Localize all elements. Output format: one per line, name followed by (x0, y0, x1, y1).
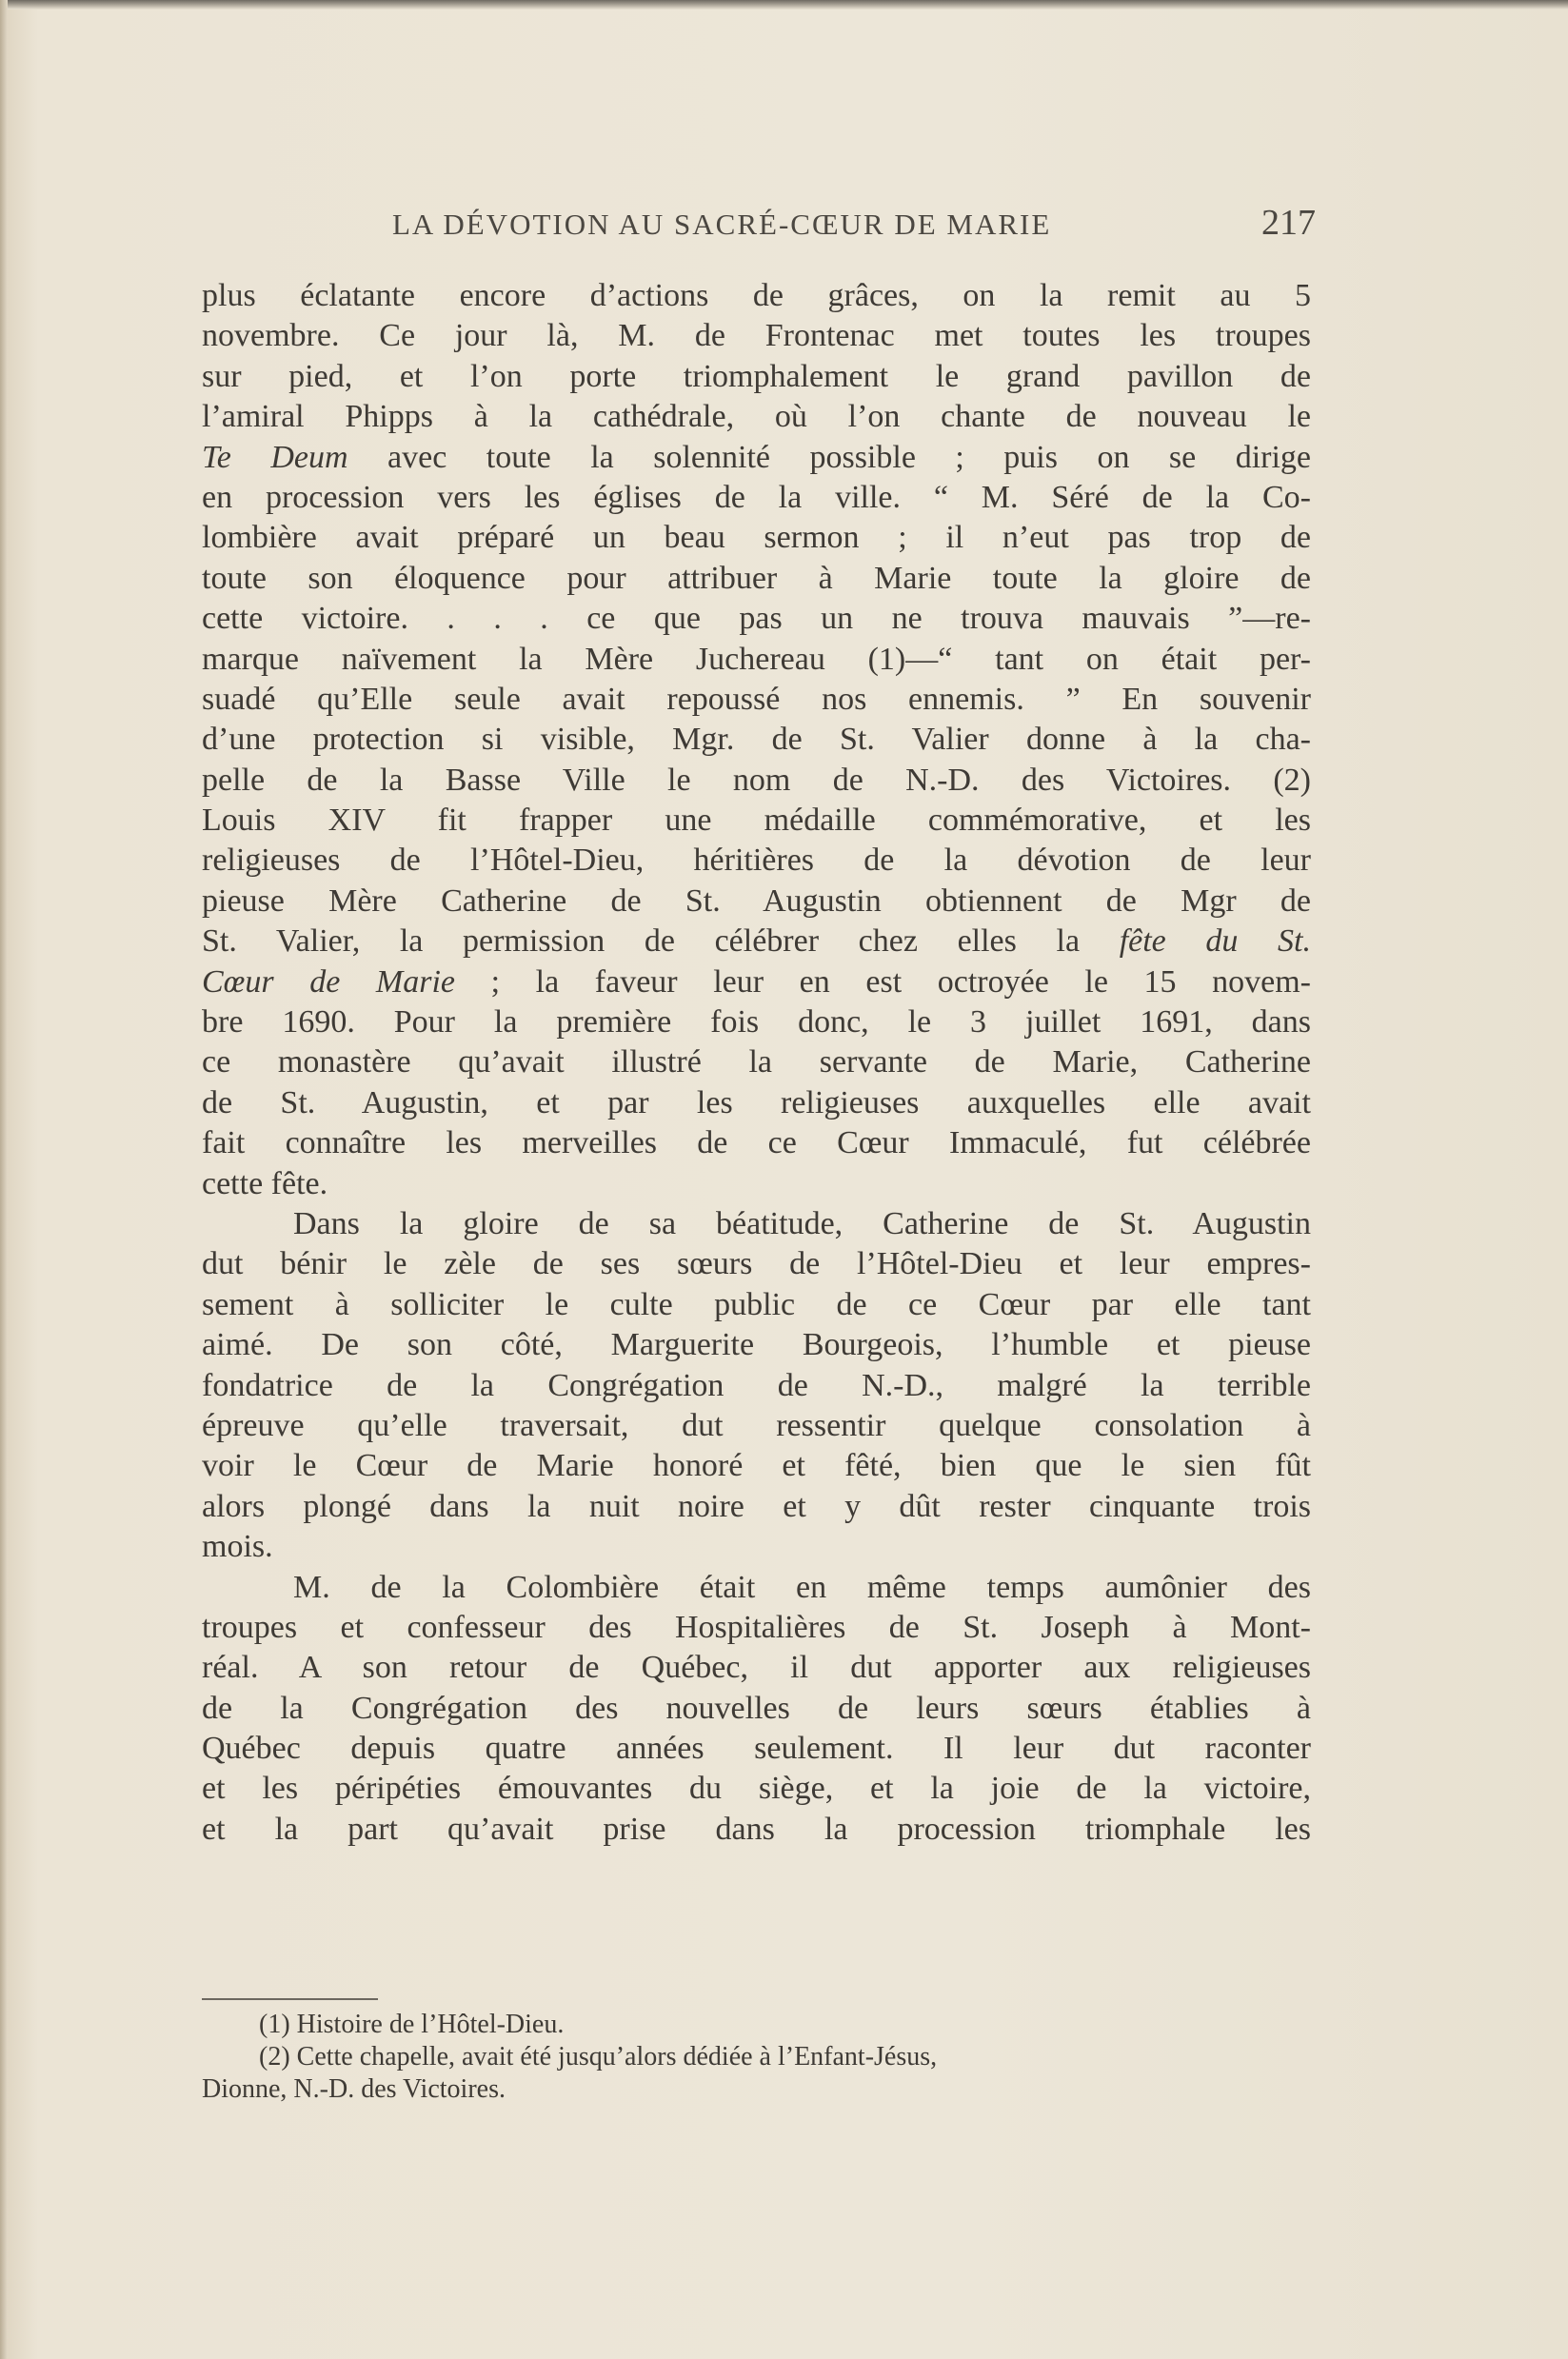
text-line: cette fête. (202, 1165, 328, 1201)
text-line: mois. (202, 1529, 273, 1565)
text-line (202, 962, 1311, 1002)
running-head: LA DÉVOTION AU SACRÉ-CŒUR DE MARIE (392, 208, 1052, 241)
italic-te-deum: Te Deum (202, 439, 348, 475)
text-fragment: ; la faveur leur en est octroyée le 15 novem- (454, 963, 1311, 1000)
text-line: troupes et confesseur des Hospitalières de St. Joseph à Mont- (202, 1609, 1311, 1645)
text-line: de la Congrégation des nouvelles de leurs sœurs établies à (202, 1690, 1311, 1726)
text-line: bre 1690. Pour la première fois donc, le 3 juillet 1691, dans (202, 1004, 1311, 1041)
text-line: Québec depuis quatre années seulement. Il leur dut raconter (202, 1731, 1311, 1767)
page-gutter-edge (0, 0, 8, 2359)
paragraph-start-line: Dans la gloire de sa béatitude, Catherine de St. Augustin (293, 1205, 1311, 1241)
text-line: pieuse Mère Catherine de St. Augustin obtiennent de Mgr de (202, 882, 1311, 919)
text-line: aimé. De son côté, Marguerite Bourgeois, l’humble et pieuse (202, 1327, 1311, 1363)
italic-coeur-de-marie: Cœur de Marie (202, 963, 455, 1000)
text-line: en procession vers les églises de la ville. “ M. Séré de la Co- (202, 479, 1311, 515)
text-line: marque naïvement la Mère Juchereau (1)—“ tant on était per- (202, 641, 1311, 677)
text-line: dut bénir le zèle de ses sœurs de l’Hôtel-Dieu et leur empres- (202, 1246, 1311, 1282)
text-line: toute son éloquence pour attribuer à Marie toute la gloire de (202, 560, 1311, 596)
footnote-rule (202, 1998, 378, 2000)
page-header (202, 202, 1316, 249)
text-line: de St. Augustin, et par les religieuses auxquelles elle avait (202, 1084, 1311, 1120)
text-line (202, 922, 1311, 961)
text-line: novembre. Ce jour là, M. de Frontenac met toutes les troupes (202, 318, 1311, 354)
text-line: alors plongé dans la nuit noire et y dût rester cinquante trois (202, 1488, 1311, 1524)
page-top-edge (0, 0, 1568, 10)
footnotes (202, 2009, 1316, 2106)
text-line: cette victoire. . . . ce que pas un ne trouva mauvais ”—re- (202, 601, 1311, 637)
footnote-2: (2) Cette chapelle, avait été jusqu’alors dédiée à l’Enfant-Jésus, (259, 2042, 938, 2072)
text-line: voir le Cœur de Marie honoré et fêté, bien que le sien fût (202, 1448, 1311, 1484)
page-number: 217 (1261, 203, 1316, 243)
text-line: Louis XIV fit frapper une médaille commémorative, et les (202, 803, 1311, 839)
text-line: et la part qu’avait prise dans la procession triomphale les (202, 1811, 1311, 1847)
italic-fete: fête du St. (1119, 923, 1311, 960)
text-line: sement à solliciter le culte public de ce Cœur par elle tant (202, 1286, 1311, 1322)
paragraph-start-line: M. de la Colombière était en même temps aumônier des (293, 1569, 1311, 1605)
text-line: d’une protection si visible, Mgr. de St. Valier donne à la cha- (202, 722, 1311, 758)
text-line: fondatrice de la Congrégation de N.-D., malgré la terrible (202, 1367, 1311, 1403)
footnote-2-continued: Dionne, N.-D. des Victoires. (202, 2074, 506, 2104)
text-line: réal. A son retour de Québec, il dut apporter aux religieuses (202, 1650, 1311, 1686)
text-line: plus éclatante encore d’actions de grâces, on la remit au 5 (202, 278, 1311, 313)
text-line: fait connaître les merveilles de ce Cœur Immaculé, fut célébrée (202, 1125, 1311, 1161)
text-line: ce monastère qu’avait illustré la servante de Marie, Catherine (202, 1044, 1311, 1080)
footnote-1: (1) Histoire de l’Hôtel-Dieu. (259, 2010, 565, 2039)
text-line: suadé qu’Elle seule avait repoussé nos ennemis. ” En souvenir (202, 681, 1311, 717)
text-line: religieuses de l’Hôtel-Dieu, héritières de la dévotion de leur (202, 842, 1311, 879)
text-line: et les péripéties émouvantes du siège, et la joie de la victoire, (202, 1771, 1311, 1807)
body-text (202, 276, 1311, 1850)
text-line: sur pied, et l’on porte triomphalement le grand pavillon de (202, 358, 1311, 394)
text-line: épreuve qu’elle traversait, dut ressentir quelque consolation à (202, 1407, 1311, 1443)
text-line: l’amiral Phipps à la cathédrale, où l’on chante de nouveau le (202, 399, 1311, 435)
text-line: pelle de la Basse Ville le nom de N.-D. des Victoires. (2) (202, 762, 1311, 798)
text-line (202, 438, 1311, 478)
text-fragment: St. Valier, la permission de célébrer chez elles la (202, 923, 1120, 960)
text-fragment: avec toute la solennité possible ; puis on se dirige (347, 439, 1312, 475)
text-line: lombière avait préparé un beau sermon ; il n’eut pas trop de (202, 520, 1311, 556)
